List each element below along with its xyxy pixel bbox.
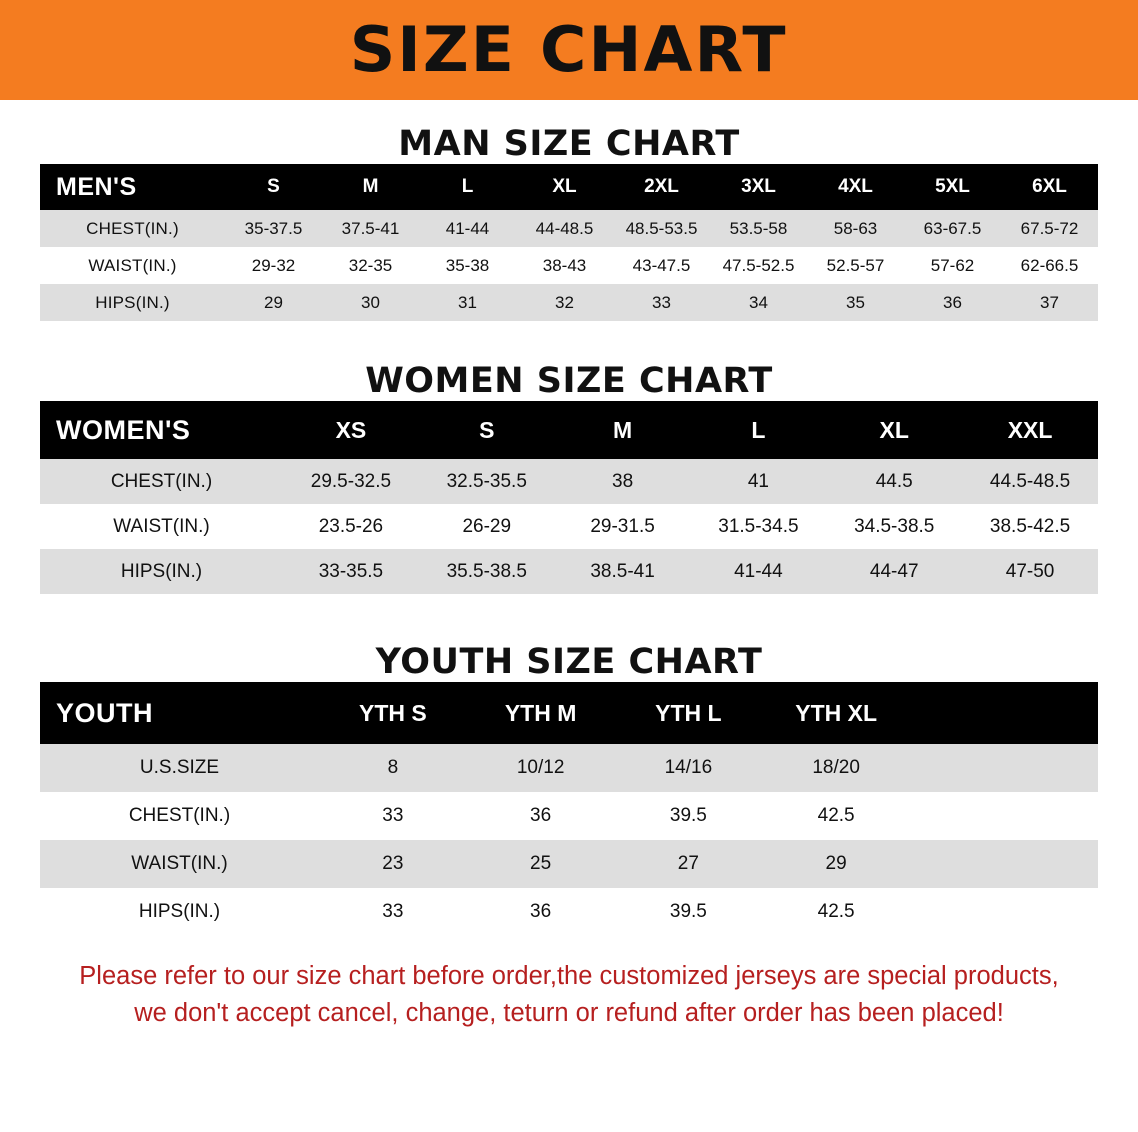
- women-cell-1-2: 29-31.5: [555, 504, 691, 549]
- men-cell-1-5: 47.5-52.5: [710, 247, 807, 284]
- men-col-0: S: [225, 164, 322, 210]
- men-col-7: 5XL: [904, 164, 1001, 210]
- men-col-1: M: [322, 164, 419, 210]
- women-cell-0-2: 38: [555, 459, 691, 504]
- men-cell-0-2: 41-44: [419, 210, 516, 247]
- men-col-4: 2XL: [613, 164, 710, 210]
- youth-cell-0-2: 14/16: [615, 744, 763, 792]
- women-table-wrap: [40, 401, 1098, 594]
- women-cell-1-4: 34.5-38.5: [826, 504, 962, 549]
- youth-cell-3-spacer: [910, 888, 1098, 936]
- men-cell-2-0: 29: [225, 284, 322, 321]
- women-col-5: XXL: [962, 401, 1098, 459]
- men-cell-1-3: 38-43: [516, 247, 613, 284]
- youth-cell-0-3: 18/20: [762, 744, 910, 792]
- men-row-label-2: HIPS(IN.): [40, 284, 225, 321]
- youth-cell-1-2: 39.5: [615, 792, 763, 840]
- women-cell-2-0: 33-35.5: [283, 549, 419, 594]
- youth-table-header: [40, 682, 1098, 744]
- men-cell-1-2: 35-38: [419, 247, 516, 284]
- men-cell-1-7: 57-62: [904, 247, 1001, 284]
- table-row: [40, 504, 1098, 549]
- men-row-label-0: CHEST(IN.): [40, 210, 225, 247]
- men-corner-label: MEN'S: [40, 164, 225, 210]
- men-cell-2-8: 37: [1001, 284, 1098, 321]
- men-cell-0-3: 44-48.5: [516, 210, 613, 247]
- women-cell-0-5: 44.5-48.5: [962, 459, 1098, 504]
- men-cell-2-4: 33: [613, 284, 710, 321]
- women-cell-2-3: 41-44: [690, 549, 826, 594]
- women-cell-0-1: 32.5-35.5: [419, 459, 555, 504]
- men-col-2: L: [419, 164, 516, 210]
- men-cell-2-3: 32: [516, 284, 613, 321]
- women-row-label-1: WAIST(IN.): [40, 504, 283, 549]
- men-cell-1-4: 43-47.5: [613, 247, 710, 284]
- women-table-body: [40, 459, 1098, 594]
- youth-cell-1-spacer: [910, 792, 1098, 840]
- men-table-body: [40, 210, 1098, 321]
- youth-cell-2-spacer: [910, 840, 1098, 888]
- women-cell-1-0: 23.5-26: [283, 504, 419, 549]
- youth-cell-3-1: 36: [467, 888, 615, 936]
- youth-cell-2-3: 29: [762, 840, 910, 888]
- table-header-row: [40, 401, 1098, 459]
- table-row: [40, 792, 1098, 840]
- disclaimer-line-1: Please refer to our size chart before order,the customized jerseys are special products,: [79, 962, 1059, 990]
- men-cell-2-1: 30: [322, 284, 419, 321]
- women-size-table: [40, 401, 1098, 594]
- youth-col-2: YTH L: [615, 682, 763, 744]
- table-row: [40, 210, 1098, 247]
- men-row-label-1: WAIST(IN.): [40, 247, 225, 284]
- women-table-header: [40, 401, 1098, 459]
- table-header-row: [40, 682, 1098, 744]
- men-size-table: [40, 164, 1098, 321]
- men-col-6: 4XL: [807, 164, 904, 210]
- men-cell-0-6: 58-63: [807, 210, 904, 247]
- women-col-1: S: [419, 401, 555, 459]
- women-col-3: L: [690, 401, 826, 459]
- men-section-heading: MAN SIZE CHART: [398, 124, 740, 164]
- youth-cell-0-spacer: [910, 744, 1098, 792]
- men-cell-1-8: 62-66.5: [1001, 247, 1098, 284]
- youth-cell-0-0: 8: [319, 744, 467, 792]
- youth-size-table: [40, 682, 1098, 936]
- youth-cell-1-1: 36: [467, 792, 615, 840]
- youth-row-label-3: HIPS(IN.): [40, 888, 319, 936]
- women-section-heading: WOMEN SIZE CHART: [365, 361, 773, 401]
- table-row: [40, 549, 1098, 594]
- youth-col-3: YTH XL: [762, 682, 910, 744]
- youth-section-heading: YOUTH SIZE CHART: [375, 642, 763, 682]
- men-cell-1-1: 32-35: [322, 247, 419, 284]
- women-cell-2-4: 44-47: [826, 549, 962, 594]
- women-cell-1-1: 26-29: [419, 504, 555, 549]
- youth-cell-3-0: 33: [319, 888, 467, 936]
- youth-row-label-2: WAIST(IN.): [40, 840, 319, 888]
- men-table-header: [40, 164, 1098, 210]
- men-cell-0-8: 67.5-72: [1001, 210, 1098, 247]
- disclaimer-line-2: we don't accept cancel, change, teturn or refund after order has been placed!: [134, 998, 1004, 1027]
- youth-cell-1-0: 33: [319, 792, 467, 840]
- youth-cell-3-2: 39.5: [615, 888, 763, 936]
- youth-col-1: YTH M: [467, 682, 615, 744]
- men-cell-1-6: 52.5-57: [807, 247, 904, 284]
- women-cell-0-4: 44.5: [826, 459, 962, 504]
- table-row: [40, 284, 1098, 321]
- youth-corner-label: YOUTH: [40, 682, 319, 744]
- youth-cell-1-3: 42.5: [762, 792, 910, 840]
- men-col-8: 6XL: [1001, 164, 1098, 210]
- page-title: SIZE CHART: [350, 13, 788, 86]
- men-cell-2-6: 35: [807, 284, 904, 321]
- table-row: [40, 744, 1098, 792]
- table-row: [40, 840, 1098, 888]
- table-row: [40, 459, 1098, 504]
- women-cell-2-2: 38.5-41: [555, 549, 691, 594]
- women-cell-2-1: 35.5-38.5: [419, 549, 555, 594]
- men-cell-0-4: 48.5-53.5: [613, 210, 710, 247]
- youth-table-wrap: [40, 682, 1098, 936]
- youth-cell-3-3: 42.5: [762, 888, 910, 936]
- men-cell-0-5: 53.5-58: [710, 210, 807, 247]
- women-row-label-2: HIPS(IN.): [40, 549, 283, 594]
- women-cell-0-0: 29.5-32.5: [283, 459, 419, 504]
- women-cell-1-5: 38.5-42.5: [962, 504, 1098, 549]
- youth-table-body: [40, 744, 1098, 936]
- women-row-label-0: CHEST(IN.): [40, 459, 283, 504]
- women-cell-1-3: 31.5-34.5: [690, 504, 826, 549]
- disclaimer-note: [34, 958, 1104, 1032]
- men-cell-2-7: 36: [904, 284, 1001, 321]
- table-row: [40, 888, 1098, 936]
- youth-row-label-0: U.S.SIZE: [40, 744, 319, 792]
- women-cell-2-5: 47-50: [962, 549, 1098, 594]
- men-col-3: XL: [516, 164, 613, 210]
- men-cell-1-0: 29-32: [225, 247, 322, 284]
- men-col-5: 3XL: [710, 164, 807, 210]
- table-header-row: [40, 164, 1098, 210]
- women-corner-label: WOMEN'S: [40, 401, 283, 459]
- men-table-wrap: [40, 164, 1098, 321]
- men-cell-0-7: 63-67.5: [904, 210, 1001, 247]
- youth-col-0: YTH S: [319, 682, 467, 744]
- youth-cell-2-2: 27: [615, 840, 763, 888]
- men-cell-2-2: 31: [419, 284, 516, 321]
- banner: [0, 0, 1138, 100]
- women-cell-0-3: 41: [690, 459, 826, 504]
- men-cell-0-0: 35-37.5: [225, 210, 322, 247]
- youth-col-spacer: [910, 682, 1098, 744]
- women-col-0: XS: [283, 401, 419, 459]
- women-col-2: M: [555, 401, 691, 459]
- men-cell-2-5: 34: [710, 284, 807, 321]
- youth-cell-0-1: 10/12: [467, 744, 615, 792]
- men-cell-0-1: 37.5-41: [322, 210, 419, 247]
- youth-row-label-1: CHEST(IN.): [40, 792, 319, 840]
- table-row: [40, 247, 1098, 284]
- youth-cell-2-1: 25: [467, 840, 615, 888]
- women-col-4: XL: [826, 401, 962, 459]
- youth-cell-2-0: 23: [319, 840, 467, 888]
